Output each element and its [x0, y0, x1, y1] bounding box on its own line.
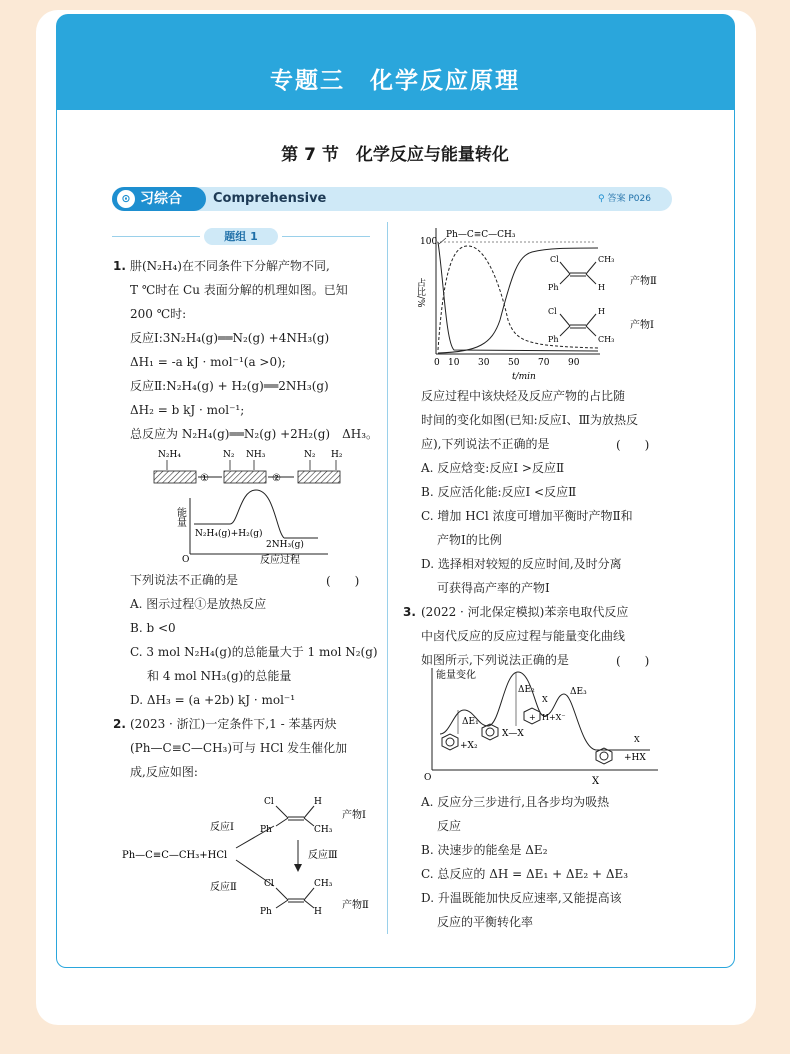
q3-option-d[interactable]: D. 升温既能加快反应速率,又能提高该 — [421, 891, 622, 905]
q3-line: (2022 · 河北保定模拟)苯亲电取代反应 — [421, 605, 629, 619]
bond — [586, 262, 596, 274]
scheme-reactant: Ph—C≡C—CH₃+HCl — [122, 850, 228, 861]
q3-plus: + — [529, 713, 536, 722]
q1-line: T ℃时在 Cu 表面分解的机理如图。已知 — [130, 283, 348, 297]
benzene-inner — [600, 752, 608, 760]
scheme-p2: 产物Ⅱ — [342, 900, 369, 911]
q1-line: 200 ℃时: — [130, 307, 187, 321]
q1-option-c[interactable]: C. 3 mol N₂H₄(g)的总能量大于 1 mol N₂(g) — [130, 645, 378, 659]
q2-option-a[interactable]: A. 反应焓变:反应Ⅰ >反应Ⅱ — [421, 461, 565, 475]
cu-surface-2 — [224, 471, 266, 483]
q1-line: 肼(N₂H₄)在不同条件下分解产物不同, — [130, 259, 330, 273]
section-title: 第 7 节 化学反应与能量转化 — [281, 145, 509, 165]
q3-energy-diagram — [420, 664, 670, 790]
q2-option-c-cont: 产物Ⅰ的比例 — [437, 533, 502, 547]
q2-occupancy-chart — [408, 224, 674, 384]
q3-xx: X—X — [502, 729, 524, 739]
benzene-inner — [446, 738, 454, 746]
bond — [276, 818, 288, 826]
group-rule-right — [282, 236, 370, 237]
mech-label: ① — [200, 473, 209, 484]
q3-number: 3. — [403, 605, 416, 619]
q2-option-c[interactable]: C. 增加 HCl 浓度可增加平衡时产物Ⅱ和 — [421, 509, 633, 523]
x-tick: 0 — [434, 358, 440, 368]
bond — [304, 806, 314, 818]
bond — [586, 326, 596, 336]
q3-de3: ΔE₃ — [570, 687, 587, 697]
q2-cont-line: 反应过程中该炔烃及反应产物的占比随 — [421, 389, 626, 403]
mech-label: NH₃ — [246, 450, 266, 460]
product-label: 2NH₃(g) — [266, 540, 304, 550]
q1-line: 总反应为 N₂H₄(g)══N₂(g) +2H₂(g) ΔH₃。 — [130, 427, 379, 441]
cu-surface-3 — [298, 471, 340, 483]
mech-label: N₂ — [304, 450, 316, 460]
q1-option-c-cont: 和 4 mol NH₃(g)的总能量 — [147, 669, 292, 683]
chart-molecule-i — [548, 307, 614, 344]
comprehensive-pill — [112, 187, 206, 211]
chart-p2-label: 产物Ⅱ — [630, 276, 657, 287]
x-tick: 90 — [568, 358, 580, 368]
benzene-ring — [442, 734, 458, 750]
q3-line: 中卤代反应的反应过程与能量变化曲线 — [421, 629, 626, 643]
chart-x-ticks — [434, 358, 580, 368]
q3-de1: ΔE₁ — [462, 717, 479, 727]
q2-cont-line: 时间的变化如图(已知:反应Ⅰ、Ⅲ为放热反 — [421, 413, 639, 427]
bond — [276, 888, 288, 900]
q3-option-d-cont: 反应的平衡转化率 — [437, 915, 534, 929]
pin-icon: ⚲ — [598, 194, 605, 204]
bond — [560, 326, 570, 336]
q1-line: 反应Ⅰ:3N₂H₄(g)══N₂(g) +4NH₃(g) — [130, 331, 330, 345]
x-tick: 50 — [508, 358, 520, 368]
group-label: 题组 1 — [204, 228, 278, 245]
q2-cont-line: 应),下列说法不正确的是 — [421, 437, 550, 451]
chart-y100: 100 — [420, 237, 438, 247]
q3-origin: O — [424, 773, 432, 783]
column-divider — [387, 222, 388, 934]
bond — [586, 274, 596, 284]
q3-hx: +HX — [624, 753, 646, 763]
leader — [439, 238, 446, 244]
group-rule-left — [112, 236, 200, 237]
q3-option-c[interactable]: C. 总反应的 ΔH = ΔE₁ + ΔE₂ + ΔE₃ — [421, 867, 629, 881]
bond — [304, 818, 314, 826]
scheme-r1: 反应Ⅰ — [210, 822, 234, 833]
q2-line: (2023 · 浙江)一定条件下,1 - 苯基丙炔 — [130, 717, 337, 731]
q3-prod-x: X — [634, 735, 640, 744]
scheme-r2: 反应Ⅱ — [210, 882, 237, 893]
q1-line: ΔH₁ = -a kJ · mol⁻¹(a >0); — [130, 355, 286, 369]
q1-stem: 下列说法不正确的是 — [130, 573, 239, 587]
benzene-inner — [486, 728, 494, 736]
pill-label: 习综合 — [140, 191, 182, 207]
q1-number: 1. — [113, 259, 126, 273]
q3-option-a[interactable]: A. 反应分三步进行,且各步均为吸热 — [421, 795, 610, 809]
chapter-title: 专题三 化学反应原理 — [270, 68, 520, 94]
q3-option-b[interactable]: B. 决速步的能垒是 ΔE₂ — [421, 843, 548, 857]
atom: Cl — [550, 255, 559, 264]
q1-option-b[interactable]: B. b <0 — [130, 621, 176, 635]
scheme-r3: 反应Ⅲ — [308, 850, 338, 861]
q1-option-d[interactable]: D. ΔH₃ = (a +2b) kJ · mol⁻¹ — [130, 693, 296, 707]
scheme-atom: H — [314, 797, 322, 807]
atom: CH₃ — [598, 255, 615, 264]
bond — [586, 314, 596, 326]
q2-option-d[interactable]: D. 选择相对较短的反应时间,及时分离 — [421, 557, 622, 571]
q3-de2: ΔE₂ — [518, 685, 535, 695]
scheme-p1: 产物Ⅰ — [342, 810, 366, 821]
x-tick: 30 — [478, 358, 490, 368]
q3-x: X — [542, 695, 548, 704]
bond — [560, 314, 570, 326]
mech-label: N₂H₄ — [158, 450, 181, 460]
chart-x-label: t/min — [512, 372, 536, 382]
atom: Ph — [548, 283, 559, 292]
q2-line: (Ph—C≡C—CH₃)可与 HCl 发生催化加 — [130, 741, 348, 755]
q2-answer-blank[interactable]: ( ) — [616, 438, 650, 452]
q1-energy-diagram — [174, 490, 338, 566]
q1-option-a[interactable]: A. 图示过程①是放热反应 — [130, 597, 267, 611]
x-tick: 70 — [538, 358, 550, 368]
chart-p1-label: 产物Ⅰ — [630, 320, 654, 331]
q2-number: 2. — [113, 717, 126, 731]
q3-y-label: 能量变化 — [436, 670, 476, 681]
q1-line: 反应Ⅱ:N₂H₄(g) + H₂(g)══2NH₃(g) — [130, 379, 329, 393]
bond — [560, 262, 570, 274]
mech-label: ② — [272, 473, 281, 484]
product-i-curve — [438, 246, 598, 350]
chart-y-label: 占比/% — [415, 278, 425, 308]
q3-line: 如图所示,下列说法正确的是 — [421, 653, 569, 667]
mech-label: H₂ — [331, 450, 343, 460]
atom: H — [598, 307, 605, 316]
benzene-ring — [482, 724, 498, 740]
band-english: Comprehensive — [213, 191, 327, 206]
q1-line: ΔH₂ = b kJ · mol⁻¹; — [130, 403, 245, 417]
reactant-curve — [438, 242, 598, 351]
energy-x-label: 反应过程 — [260, 555, 300, 566]
chart-molecule-ii — [548, 255, 614, 292]
answer-ref[interactable]: ⚲ 答案 P026 — [598, 194, 651, 204]
chart-reactant-label: Ph—C≡C—CH₃ — [446, 230, 516, 240]
q2-line: 成,反应如图: — [130, 765, 198, 779]
x-tick: 10 — [448, 358, 460, 368]
scheme-atom: Cl — [264, 797, 274, 807]
scheme-atom: H — [314, 907, 322, 917]
scheme-atom: Ph — [260, 907, 272, 917]
mech-label: N₂ — [223, 450, 235, 460]
scheme-atom: Cl — [264, 879, 274, 889]
scheme-atom: CH₃ — [314, 879, 333, 889]
q3-option-a-cont: 反应 — [437, 819, 462, 833]
scheme-atom: CH₃ — [314, 825, 333, 835]
q3-energy-curve — [440, 672, 650, 750]
q3-answer-blank[interactable]: ( ) — [616, 654, 650, 668]
atom: CH₃ — [598, 335, 615, 344]
atom: Cl — [548, 307, 557, 316]
energy-y-label: 能量 — [174, 507, 186, 527]
energy-origin: O — [182, 555, 190, 565]
q1-answer-blank[interactable]: ( ) — [326, 574, 360, 588]
cu-surface-1 — [154, 471, 196, 483]
bond — [304, 900, 314, 908]
q1-mechanism-figure — [150, 444, 360, 489]
scheme-atom: Ph — [260, 825, 272, 835]
bond — [560, 274, 570, 284]
arrowhead — [294, 864, 302, 872]
q2-reaction-scheme — [118, 790, 380, 920]
q3-x2: +X₂ — [460, 741, 478, 751]
reactant-label: N₂H₄(g)+H₂(g) — [195, 529, 263, 539]
bond — [304, 888, 314, 900]
bond — [276, 900, 288, 908]
q3-x-label: X — [592, 776, 600, 787]
q2-option-b[interactable]: B. 反应活化能:反应Ⅰ <反应Ⅱ — [421, 485, 577, 499]
bond — [276, 806, 288, 818]
q3-hxm: H+X⁻ — [542, 713, 566, 722]
atom: H — [598, 283, 605, 292]
atom: Ph — [548, 335, 559, 344]
q2-option-d-cont: 可获得高产率的产物Ⅰ — [437, 581, 550, 595]
practice-icon: ⊙ — [117, 190, 135, 208]
product-ii-curve — [438, 248, 598, 353]
